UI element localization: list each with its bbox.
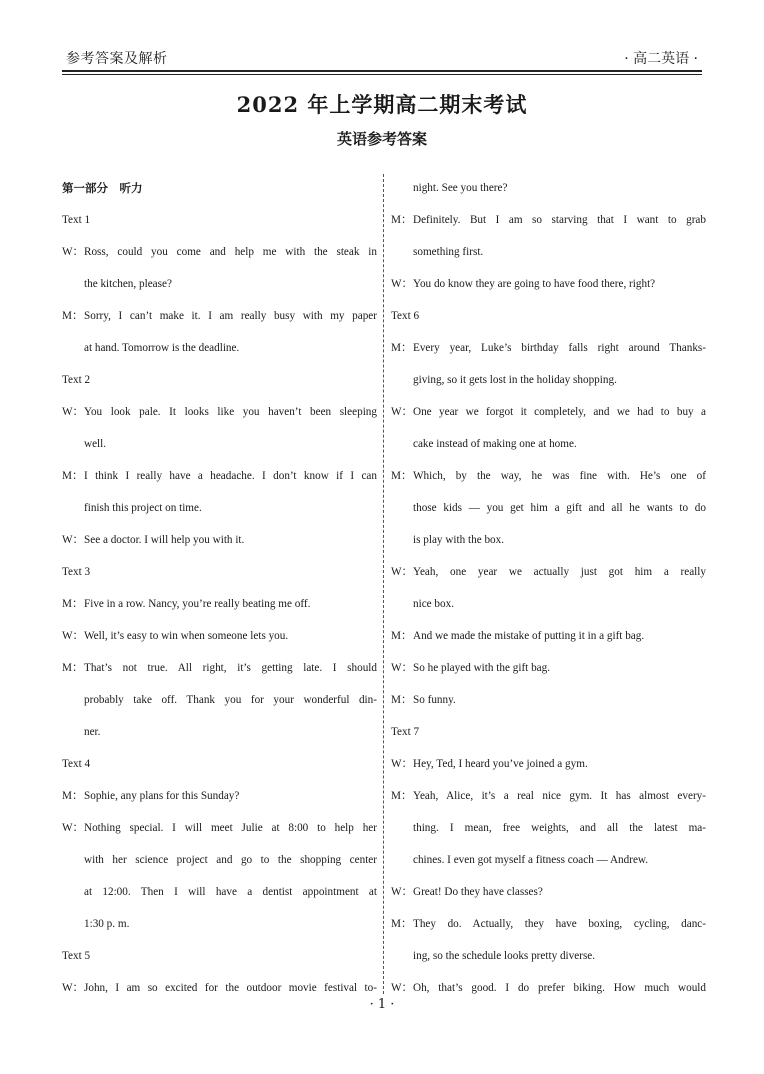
dialogue-text: I think I really have a headache. I don’t know if I can: [84, 470, 377, 482]
dialogue-line: [391, 460, 706, 492]
header-rule-top: [62, 70, 702, 72]
speaker-label: W：: [391, 566, 413, 578]
dialogue-continuation: [391, 172, 706, 204]
dialogue-line: [62, 460, 377, 492]
page-number: · 1 ·: [369, 997, 395, 1012]
dialogue-text: They do. Actually, they have boxing, cycling, danc-: [413, 918, 706, 930]
dialogue-text: Definitely. But I am so starving that I want to grab: [413, 214, 706, 226]
dialogue-continuation: [391, 844, 706, 876]
dialogue-text: the kitchen, please?: [84, 278, 172, 290]
dialogue-text: something first.: [413, 246, 484, 258]
dialogue-continuation: [62, 716, 377, 748]
dialogue-continuation: [391, 940, 706, 972]
dialogue-text: night. See you there?: [413, 182, 508, 194]
dialogue-line: [391, 652, 706, 684]
dialogue-line: [391, 748, 706, 780]
dialogue-text: Nothing special. I will meet Julie at 8:00 to help her: [84, 822, 377, 834]
dialogue-continuation: [62, 876, 377, 908]
speaker-label: W：: [391, 278, 413, 290]
dialogue-text: at 12:00. Then I will have a dentist appointment at: [84, 886, 377, 898]
text-label: Text 4: [62, 758, 91, 770]
header-rule-bottom: [62, 74, 702, 75]
dialogue-line: [391, 332, 706, 364]
dialogue-text: That’s not true. All right, it’s getting late. I should: [84, 662, 377, 674]
dialogue-line: [62, 812, 377, 844]
speaker-label: W：: [391, 662, 413, 674]
speaker-label: W：: [62, 534, 84, 546]
speaker-label: W：: [62, 246, 84, 258]
dialogue-continuation: [391, 524, 706, 556]
speaker-label: W：: [391, 406, 413, 418]
speaker-label: M：: [62, 470, 84, 482]
dialogue-line: [62, 396, 377, 428]
dialogue-line: [391, 684, 706, 716]
section-heading: 第一部分 听力: [62, 181, 143, 195]
speaker-label: W：: [391, 886, 413, 898]
text-label: Text 2: [62, 374, 91, 386]
dialogue-line: [391, 908, 706, 940]
dialogue-continuation: [391, 492, 706, 524]
page-title: 2022 年上学期高二期末考试: [236, 92, 528, 117]
page-subtitle: 英语参考答案: [336, 130, 427, 148]
speaker-label: M：: [62, 790, 84, 802]
dialogue-line: [62, 236, 377, 268]
dialogue-continuation: [391, 812, 706, 844]
left-column: [62, 172, 377, 1004]
dialogue-text: probably take off. Thank you for your wonderful din-: [84, 694, 377, 706]
text-label: Text 5: [62, 950, 91, 962]
speaker-label: W：: [62, 630, 84, 642]
speaker-label: M：: [391, 342, 413, 354]
speaker-label: M：: [391, 470, 413, 482]
dialogue-line: [391, 268, 706, 300]
column-divider: [383, 174, 384, 994]
dialogue-text: See a doctor. I will help you with it.: [84, 534, 245, 546]
speaker-label: M：: [391, 918, 413, 930]
dialogue-continuation: [62, 492, 377, 524]
speaker-label: W：: [62, 982, 84, 994]
speaker-label: M：: [62, 310, 84, 322]
dialogue-continuation: [62, 844, 377, 876]
dialogue-line: [391, 876, 706, 908]
dialogue-text: John, I am so excited for the outdoor movie festival to-: [84, 982, 377, 994]
dialogue-text: Ross, could you come and help me with the steak in: [84, 246, 377, 258]
dialogue-text: Hey, Ted, I heard you’ve joined a gym.: [413, 758, 588, 770]
dialogue-text: Well, it’s easy to win when someone lets you.: [84, 630, 289, 642]
dialogue-line: [391, 780, 706, 812]
dialogue-continuation: [391, 428, 706, 460]
dialogue-text: Great! Do they have classes?: [413, 886, 543, 898]
dialogue-line: [62, 300, 377, 332]
dialogue-text: giving, so it gets lost in the holiday shopping.: [413, 374, 617, 386]
dialogue-text: 1:30 p. m.: [84, 918, 130, 930]
dialogue-continuation: [62, 332, 377, 364]
speaker-label: M：: [391, 214, 413, 226]
dialogue-text: Every year, Luke’s birthday falls right around Thanks-: [413, 342, 706, 354]
dialogue-line: [391, 620, 706, 652]
text-label: Text 3: [62, 566, 91, 578]
dialogue-continuation: [62, 428, 377, 460]
dialogue-text: You look pale. It looks like you haven’t been sleeping: [84, 406, 377, 418]
dialogue-text: Oh, that’s good. I do prefer biking. How much would: [413, 982, 706, 994]
speaker-label: W：: [62, 406, 84, 418]
dialogue-text: Which, by the way, he was fine with. He’s one of: [413, 470, 706, 482]
dialogue-text: ing, so the schedule looks pretty diverse.: [413, 950, 596, 962]
dialogue-line: [62, 620, 377, 652]
dialogue-text: at hand. Tomorrow is the deadline.: [84, 342, 240, 354]
dialogue-continuation: [62, 684, 377, 716]
header-left: 参考答案及解析: [66, 51, 168, 67]
speaker-label: M：: [62, 598, 84, 610]
dialogue-line: [62, 652, 377, 684]
dialogue-text: One year we forgot it completely, and we had to buy a: [413, 406, 706, 418]
dialogue-continuation: [391, 364, 706, 396]
speaker-label: M：: [391, 694, 413, 706]
dialogue-line: [391, 396, 706, 428]
dialogue-continuation: [391, 236, 706, 268]
speaker-label: M：: [391, 790, 413, 802]
dialogue-text: cake instead of making one at home.: [413, 438, 577, 450]
dialogue-text: is play with the box.: [413, 534, 505, 546]
speaker-label: W：: [391, 982, 413, 994]
dialogue-text: Yeah, one year we actually just got him a really: [413, 566, 706, 578]
speaker-label: M：: [62, 662, 84, 674]
dialogue-text: So funny.: [413, 694, 456, 706]
dialogue-text: Sophie, any plans for this Sunday?: [84, 790, 240, 802]
dialogue-line: [62, 524, 377, 556]
dialogue-text: well.: [84, 438, 107, 450]
dialogue-text: And we made the mistake of putting it in a gift bag.: [413, 630, 645, 642]
speaker-label: M：: [391, 630, 413, 642]
speaker-label: W：: [391, 758, 413, 770]
dialogue-text: nice box.: [413, 598, 455, 610]
dialogue-text: finish this project on time.: [84, 502, 202, 514]
dialogue-text: You do know they are going to have food there, right?: [413, 278, 656, 290]
dialogue-continuation: [62, 268, 377, 300]
dialogue-text: with her science project and go to the shopping center: [84, 854, 377, 866]
dialogue-text: thing. I mean, free weights, and all the latest ma-: [413, 822, 706, 834]
text-label: Text 7: [391, 726, 420, 738]
text-label: Text 1: [62, 214, 91, 226]
dialogue-line: [391, 204, 706, 236]
dialogue-line: [62, 588, 377, 620]
dialogue-continuation: [62, 908, 377, 940]
right-column: [391, 172, 706, 1004]
dialogue-line: [391, 556, 706, 588]
header-right: · 高二英语 ·: [624, 51, 698, 67]
dialogue-text: chines. I even got myself a fitness coach — Andrew.: [413, 854, 649, 866]
dialogue-text: Five in a row. Nancy, you’re really beating me off.: [84, 598, 311, 610]
dialogue-text: Sorry, I can’t make it. I am really busy with my paper: [84, 310, 377, 322]
dialogue-text: Yeah, Alice, it’s a real nice gym. It has almost every-: [413, 790, 706, 802]
dialogue-continuation: [391, 588, 706, 620]
dialogue-line: [62, 780, 377, 812]
speaker-label: W：: [62, 822, 84, 834]
text-label: Text 6: [391, 310, 420, 322]
dialogue-text: ner.: [84, 726, 101, 738]
dialogue-text: those kids — you get him a gift and all he wants to do: [413, 502, 706, 514]
dialogue-text: So he played with the gift bag.: [413, 662, 551, 674]
